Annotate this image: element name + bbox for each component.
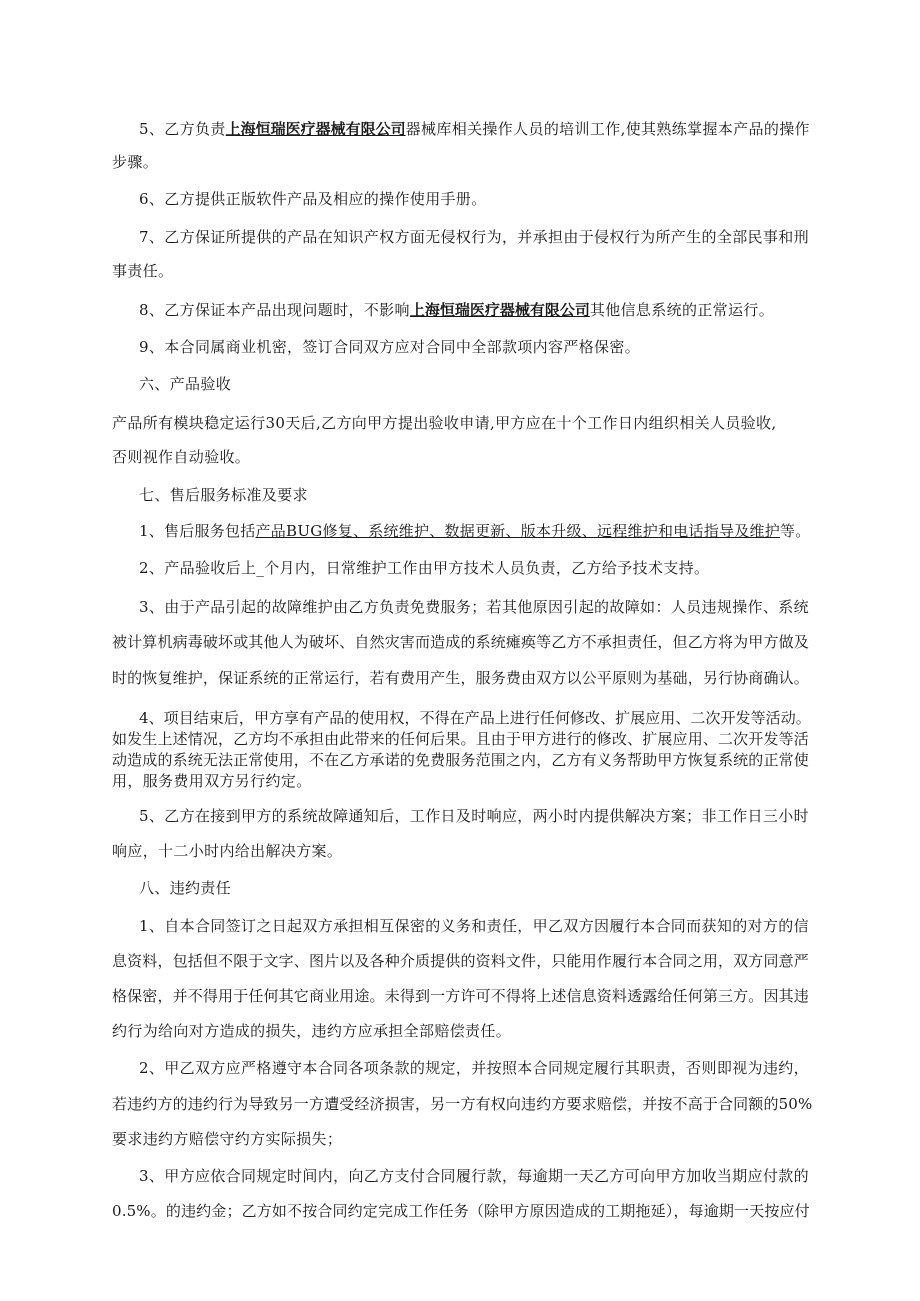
service-3-line-3: 时的恢复维护，保证系统的正常运行，若有费用产生，服务费由双方以公平原则为基础，另行协商确认。 <box>112 669 809 687</box>
liability-3-line-1: 3、甲方应依合同规定时间内，向乙方支付合同履行款，每逾期一天乙方可向甲方加收当期应付款的 <box>139 1167 809 1185</box>
company-name: 上海恒瑞医疗器械有限公司 <box>225 120 406 138</box>
service-4-line-2: 如发生上述情况，乙方均不承担由此带来的任何后果。且由于甲方进行的修改、扩展应用、二次开发等活 <box>112 730 809 748</box>
clause-7-line-1: 7、乙方保证所提供的产品在知识产权方面无侵权行为，并承担由于侵权行为所产生的全部民事和刑 <box>139 228 809 246</box>
section-6-heading: 六、产品验收 <box>139 375 232 393</box>
clause-5-line-1: 5、乙方负责上海恒瑞医疗器械有限公司器械库相关操作人员的培训工作,使其熟练掌握本产品的操作 <box>139 120 810 138</box>
service-2: 2、产品验收后上_个月内，日常维护工作由甲方技术人员负责，乙方给予技术支持。 <box>139 559 710 577</box>
service-5-line-1: 5、乙方在接到甲方的系统故障通知后，工作日及时响应，两小时内提供解决方案；非工作日三小时 <box>139 807 809 825</box>
service-scope: 产品BUG修复、系统维护、数据更新、版本升级、远程维护和电话指导及维护 <box>255 522 780 540</box>
service-3-line-1: 3、由于产品引起的故障维护由乙方负责免费服务；若其他原因引起的故障如：人员违规操作、系统 <box>139 598 809 616</box>
section-8-heading: 八、违约责任 <box>139 879 232 897</box>
service-4-line-4: 用，服务费用双方另行约定。 <box>112 772 312 790</box>
liability-1-line-1: 1、自本合同签订之日起双方承担相互保密的义务和责任，甲乙双方因履行本合同而获知的对方的信 <box>139 917 809 935</box>
acceptance-line-1: 产品所有模块稳定运行30天后,乙方向甲方提出验收申请,甲方应在十个工作日内组织相关人员验收, <box>112 414 777 432</box>
liability-2-line-1: 2、甲乙双方应严格遵守本合同各项条款的规定，并按照本合同规定履行其职责，否则即视为违约， <box>139 1059 809 1077</box>
liability-3-line-2: 0.5%。的违约金；乙方如不按合同约定完成工作任务（除甲方原因造成的工期拖延），每逾期一天按应付 <box>112 1202 810 1220</box>
liability-2-line-3: 要求违约方赔偿守约方实际损失； <box>112 1130 343 1148</box>
clause-9: 9、本合同属商业机密，签订合同双方应对合同中全部款项内容严格保密。 <box>139 338 641 356</box>
acceptance-line-2: 否则视作自动验收。 <box>112 448 251 466</box>
clause-5-line-2: 步骤。 <box>112 153 159 171</box>
service-5-line-2: 响应，十二小时内给出解决方案。 <box>112 842 343 860</box>
liability-1-line-3: 格保密，并不得用于任何其它商业用途。未得到一方许可不得将上述信息资料透露给任何第三方。因其违 <box>112 987 809 1005</box>
service-3-line-2: 被计算机病毒破坏或其他人为破坏、自然灾害而造成的系统瘫痪等乙方不承担责任，但乙方将为甲方做及 <box>112 633 809 651</box>
liability-2-line-2: 若违约方的违约行为导致另一方遭受经济损害，另一方有权向违约方要求赔偿，并按不高于合同额的50% <box>112 1095 813 1113</box>
company-name: 上海恒瑞医疗器械有限公司 <box>409 301 590 319</box>
service-4-line-1: 4、项目结束后，甲方享有产品的使用权，不得在产品上进行任何修改、扩展应用、二次开发等活动。 <box>139 709 811 727</box>
service-4-line-3: 动造成的系统无法正常使用，不在乙方承诺的免费服务范围之内，乙方有义务帮助甲方恢复系统的正常使 <box>112 751 809 769</box>
clause-8: 8、乙方保证本产品出现问题时，不影响上海恒瑞医疗器械有限公司其他信息系统的正常运行。 <box>139 301 775 319</box>
clause-7-line-2: 事责任。 <box>112 262 174 280</box>
service-1: 1、售后服务包括产品BUG修复、系统维护、数据更新、版本升级、远程维护和电话指导及维护等。 <box>139 522 811 540</box>
liability-1-line-4: 约行为给向对方造成的损失，违约方应承担全部赔偿责任。 <box>112 1022 512 1040</box>
section-7-heading: 七、售后服务标准及要求 <box>139 486 308 504</box>
clause-6: 6、乙方提供正版软件产品及相应的操作使用手册。 <box>139 190 487 208</box>
liability-1-line-2: 息资料，包括但不限于文字、图片以及各种介质提供的资料文件，只能用作履行本合同之用，双方同意严 <box>112 952 809 970</box>
